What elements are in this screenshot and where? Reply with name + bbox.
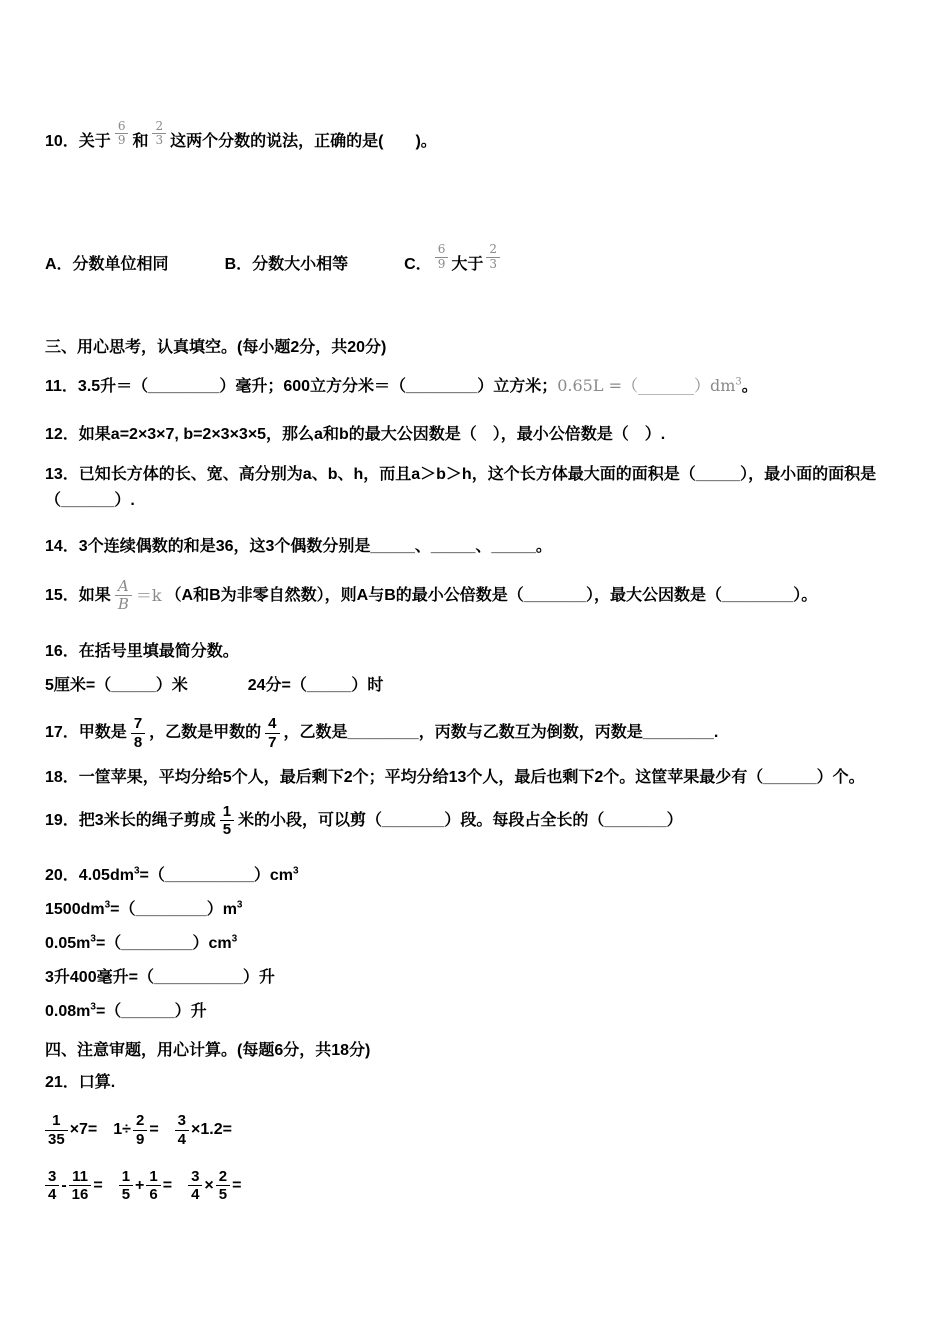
equals: = <box>162 1176 173 1194</box>
question-19 <box>45 803 895 839</box>
fraction-1-5 <box>119 1168 133 1204</box>
option-c-text: 大于 <box>451 256 484 274</box>
fraction-numerator: 1 <box>220 803 234 821</box>
operator: + <box>135 1176 145 1194</box>
fraction-numerator: 2 <box>133 1112 147 1130</box>
q10-options-row <box>45 242 895 278</box>
operator: - <box>61 1176 67 1194</box>
fraction-denominator: 3 <box>155 133 164 148</box>
fraction-numerator: 7 <box>131 715 145 733</box>
q19-fraction-1-5 <box>220 803 234 839</box>
q20-l5-a: 0.08m <box>45 1003 91 1021</box>
fraction-1-35 <box>45 1112 68 1148</box>
fraction-numerator: 6 <box>435 243 449 257</box>
question-16: 16．在括号里填最简分数。 <box>45 643 239 661</box>
q15-fraction-a-b <box>115 578 132 614</box>
q11-period: 。 <box>741 377 758 395</box>
fraction-denominator: B <box>117 595 129 613</box>
expr-1-35-times-7 <box>45 1112 97 1148</box>
question-17 <box>45 715 895 751</box>
fraction-numerator: 3 <box>188 1168 202 1186</box>
question-12: 12．如果a=2×3×7, b=2×3×3×5，那么a和b的最大公因数是（ ），最小公倍数是（ ）. <box>45 425 666 443</box>
fraction-denominator: 3 <box>489 256 497 271</box>
option-c <box>404 242 500 278</box>
equals: = <box>93 1176 103 1194</box>
expr-tail: = <box>149 1121 159 1138</box>
option-c-fraction-2-3 <box>486 243 500 270</box>
fraction-denominator: 5 <box>218 1186 228 1203</box>
expr-3-4-minus-11-16 <box>45 1168 103 1204</box>
fraction-numerator: 3 <box>175 1112 189 1130</box>
fraction-numerator: 1 <box>119 1168 133 1186</box>
q19-text-2: 米的小段，可以剪（_______）段。每段占全长的（_______） <box>238 811 683 829</box>
fraction-11-16 <box>69 1168 92 1204</box>
expr-tail: ×7= <box>69 1121 98 1138</box>
q17-text-1: 17．甲数是 <box>45 724 127 741</box>
fraction-2-9 <box>133 1112 147 1148</box>
q20-l1-a: 20．4.05dm <box>45 867 134 885</box>
expr-1-5-plus-1-6 <box>119 1168 172 1204</box>
fraction-numerator: 1 <box>146 1168 160 1186</box>
fraction-numerator: 3 <box>45 1168 59 1186</box>
expr-head: 1÷ <box>113 1121 131 1138</box>
question-10 <box>45 119 895 155</box>
fraction-denominator: 5 <box>121 1186 131 1203</box>
q10-text-and: 和 <box>132 132 149 150</box>
q21-calc-row-1 <box>45 1112 895 1148</box>
fraction-denominator: 7 <box>268 733 277 751</box>
question-20-line-4 <box>45 966 895 990</box>
q19-text-1: 19．把3米长的绳子剪成 <box>45 811 216 829</box>
q20-l2-b: =（________）m <box>110 901 237 919</box>
expr-3-4-times-2-5 <box>188 1168 241 1204</box>
question-20-line-1 <box>45 864 895 888</box>
question-11 <box>45 373 895 400</box>
q11-cubed-sup: 3 <box>735 376 742 388</box>
expr-3-4-times-1-2 <box>175 1112 232 1148</box>
q10-fraction-6-9 <box>115 120 129 147</box>
fraction-numerator: 11 <box>69 1168 92 1186</box>
cubed-sup: 3 <box>231 933 238 945</box>
fraction-denominator: 9 <box>117 133 126 148</box>
fraction-denominator: 5 <box>222 821 232 838</box>
q15-text-prefix: 15．如果 <box>45 586 111 604</box>
cubed-sup: 3 <box>104 899 111 911</box>
q17-text-3: ，乙数是________，丙数与乙数互为倒数，丙数是________. <box>283 724 719 741</box>
fraction-denominator: 6 <box>149 1186 158 1203</box>
expr-tail: ×1.2= <box>191 1121 232 1138</box>
q17-fraction-7-8 <box>131 715 145 751</box>
option-a: A．分数单位相同 <box>45 256 169 274</box>
q20-l3-b: =（________）cm <box>95 935 232 953</box>
question-21-label: 21．口算. <box>45 1074 116 1092</box>
fraction-numerator: 1 <box>45 1112 68 1130</box>
question-20-line-3 <box>45 932 895 956</box>
fraction-numerator: 2 <box>152 120 166 134</box>
q17-text-2: ，乙数是甲数的 <box>149 724 262 741</box>
q10-text-suffix: 这两个分数的说法，正确的是( )。 <box>170 132 437 150</box>
q15-text-suffix: （A和B为非零自然数），则A与B的最小公倍数是（_______），最大公因数是（________）。 <box>165 586 818 604</box>
fraction-numerator: 2 <box>216 1168 230 1186</box>
cubed-sup: 3 <box>292 865 299 877</box>
fraction-denominator: 9 <box>437 256 446 271</box>
cubed-sup: 3 <box>90 933 96 945</box>
question-14: 14．3个连续偶数的和是36，这3个偶数分别是_____、_____、_____。 <box>45 537 552 555</box>
fraction-denominator: 35 <box>48 1130 65 1148</box>
fraction-denominator: 4 <box>177 1130 186 1148</box>
cubed-sup: 3 <box>133 865 140 877</box>
option-c-label: C． <box>404 256 432 274</box>
q15-equals-k: ＝k <box>135 585 162 605</box>
q16-blank-cm: 5厘米=（_____）米 <box>45 677 188 695</box>
q10-fraction-2-3 <box>152 120 166 147</box>
fraction-3-4 <box>188 1168 202 1204</box>
fraction-denominator: 16 <box>71 1186 89 1203</box>
section-3-title: 三、用心思考，认真填空。(每小题2分，共20分) <box>45 338 387 356</box>
equals: = <box>232 1176 242 1194</box>
q16-blank-min: 24分=（_____）时 <box>247 677 384 695</box>
q20-l1-b: =（__________）cm <box>139 867 293 885</box>
q11-math-gray: 0.65L =（_______）dm <box>557 375 736 395</box>
fraction-numerator: 4 <box>265 715 279 733</box>
question-13: 13．已知长方体的长、宽、高分别为a、b、h，而且a＞b＞h，这个长方体最大面的面积是（_____），最小面的面积是（______）. <box>45 465 877 509</box>
option-b: B．分数大小相等 <box>224 256 349 274</box>
q20-l2-a: 1500dm <box>45 901 105 919</box>
q20-l3-a: 0.05m <box>45 935 91 953</box>
fraction-numerator: 6 <box>115 120 129 134</box>
fraction-numerator: 2 <box>486 243 500 257</box>
fraction-2-5 <box>216 1168 230 1204</box>
fraction-denominator: 4 <box>48 1186 57 1203</box>
fraction-3-4 <box>175 1112 189 1148</box>
fraction-denominator: 4 <box>191 1186 200 1203</box>
fraction-1-6 <box>146 1168 160 1204</box>
fraction-denominator: 8 <box>133 733 143 751</box>
q10-text-prefix: 10．关于 <box>45 132 111 150</box>
q17-fraction-4-7 <box>265 715 279 751</box>
question-16-blanks <box>45 673 895 699</box>
q21-calc-row-2 <box>45 1168 895 1204</box>
section-4-title: 四、注意审题，用心计算。(每题6分，共18分) <box>45 1042 371 1060</box>
fraction-3-4 <box>45 1168 59 1204</box>
q11-text: 11．3.5升＝（________）毫升；600立方分米＝（________）立方米； <box>45 377 558 395</box>
cubed-sup: 3 <box>236 899 243 911</box>
question-15 <box>45 578 895 614</box>
fraction-denominator: 9 <box>135 1130 145 1148</box>
question-20-line-2 <box>45 898 895 922</box>
operator: × <box>204 1176 214 1194</box>
option-c-fraction-6-9 <box>435 243 449 270</box>
q20-l5-b: =（______）升 <box>95 1003 207 1021</box>
question-18: 18．一筐苹果，平均分给5个人，最后剩下2个；平均分给13个人，最后也剩下2个。这筐苹果最少有（______）个。 <box>45 768 865 786</box>
fraction-numerator: A <box>115 578 132 596</box>
question-20-line-5 <box>45 1000 895 1024</box>
q20-l4: 3升400毫升=（__________）升 <box>45 969 275 987</box>
cubed-sup: 3 <box>90 1001 96 1013</box>
expr-1-div-2-9 <box>113 1112 158 1148</box>
